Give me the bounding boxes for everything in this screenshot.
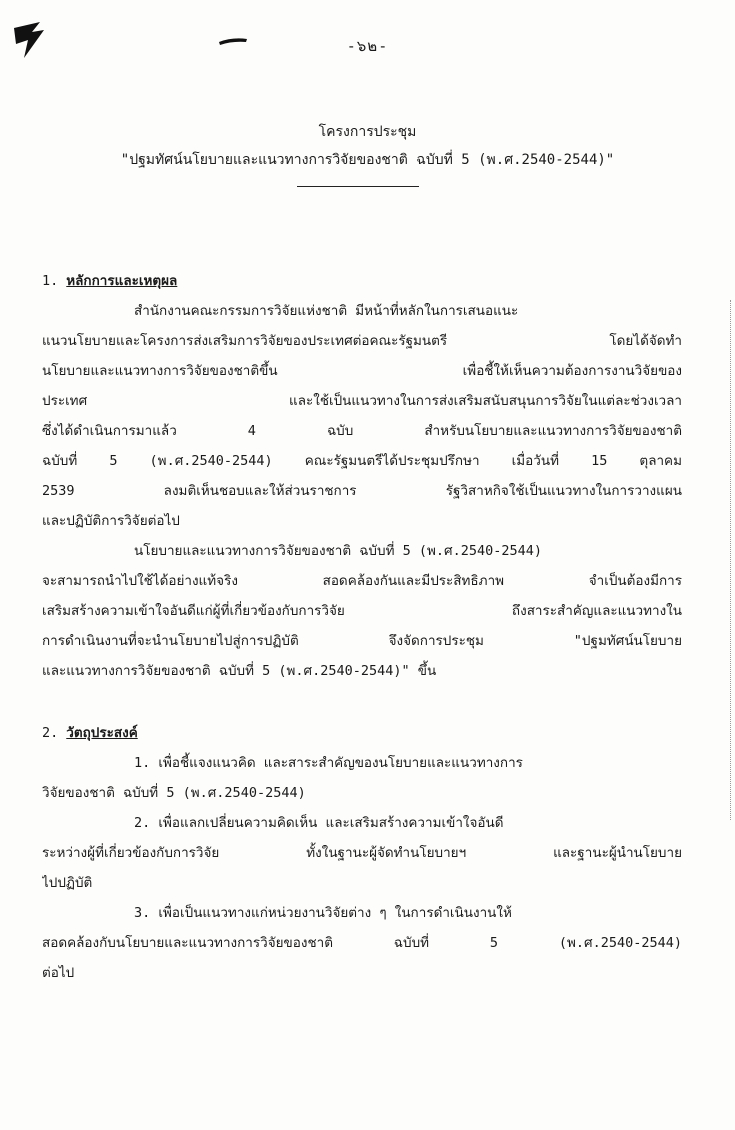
text-line: และปฏิบัติการวิจัยต่อไป (42, 513, 180, 529)
text-line: การดำเนินงานที่จะนำนโยบายไปสู่การปฏิบัติ จึงจัดการประชุม "ปฐมทัศน์นโยบาย (42, 633, 682, 649)
section-heading (42, 266, 682, 296)
section-heading (42, 718, 682, 748)
text-line: ซึ่งได้ดำเนินการมาแล้ว 4 ฉบับ สำหรับนโยบายและแนวทางการวิจัยของชาติ (42, 423, 682, 439)
section-title: หลักการและเหตุผล (66, 273, 178, 289)
text-line: ฉบับที่ 5 (พ.ศ.2540-2544) คณะรัฐมนตรีได้ประชุมปรึกษา เมื่อวันที่ 15 ตุลาคม (42, 453, 682, 469)
text-line: ระหว่างผู้ที่เกี่ยวข้องกับการวิจัย ทั้งในฐานะผู้จัดทำนโยบายฯ และฐานะผู้นำนโยบาย (42, 845, 682, 861)
text-line: 1. เพื่อชี้แจงแนวคิด และสาระสำคัญของนโยบายและแนวทางการ (134, 755, 523, 771)
text-line: 2539 ลงมติเห็นชอบและให้ส่วนราชการ รัฐวิสาหกิจใช้เป็นแนวทางในการวางแผน (42, 483, 682, 499)
objective-1 (42, 748, 682, 808)
text-line: และแนวทางการวิจัยของชาติ ฉบับที่ 5 (พ.ศ.2540-2544)" ขึ้น (42, 663, 437, 679)
text-line: 2. เพื่อแลกเปลี่ยนความคิดเห็น และเสริมสร้างความเข้าใจอันดี (134, 815, 504, 831)
text-line: แนวนโยบายและโครงการส่งเสริมการวิจัยของประเทศต่อคณะรัฐมนตรี โดยได้จัดทำ (42, 333, 682, 349)
text-line: เสริมสร้างความเข้าใจอันดีแก่ผู้ที่เกี่ยวข้องกับการวิจัย ถึงสาระสำคัญและแนวทางใน (42, 603, 682, 619)
title-line-1: โครงการประชุม (318, 124, 417, 140)
text-line: 3. เพื่อเป็นแนวทางแก่หน่วยงานวิจัยต่าง ๆ ในการดำเนินงานให้ (134, 905, 512, 921)
text-line: ต่อไป (42, 965, 75, 981)
text-line: นโยบายและแนวทางการวิจัยของชาติ ฉบับที่ 5 (พ.ศ.2540-2544) (134, 543, 542, 559)
text-line: ไปปฏิบัติ (42, 875, 93, 891)
text-line: วิจัยของชาติ ฉบับที่ 5 (พ.ศ.2540-2544) (42, 785, 306, 801)
section-number: 1. (42, 273, 59, 289)
text-line: สำนักงานคณะกรรมการวิจัยแห่งชาติ มีหน้าที่หลักในการเสนอแนะ (134, 303, 519, 319)
scan-edge-artifact (730, 300, 733, 820)
document-title (0, 118, 735, 174)
paragraph-1 (42, 296, 682, 536)
objective-3 (42, 898, 682, 988)
text-line: ประเทศ และใช้เป็นแนวทางในการส่งเสริมสนับสนุนการวิจัยในแต่ละช่วงเวลา (42, 393, 682, 409)
page-number: -๖๒- (346, 37, 389, 55)
title-underline (297, 186, 419, 187)
paragraph-2 (42, 536, 682, 686)
text-line: จะสามารถนำไปใช้ได้อย่างแท้จริง สอดคล้องกันและมีประสิทธิภาพ จำเป็นต้องมีการ (42, 573, 682, 589)
text-line: นโยบายและแนวทางการวิจัยของชาติขึ้น เพื่อชี้ให้เห็นความต้องการงานวิจัยของ (42, 363, 682, 379)
section-objectives (42, 718, 682, 988)
title-line-2: "ปฐมทัศน์นโยบายและแนวทางการวิจัยของชาติ ฉบับที่ 5 (พ.ศ.2540-2544)" (120, 152, 615, 168)
text-line: สอดคล้องกับนโยบายและแนวทางการวิจัยของชาติ ฉบับที่ 5 (พ.ศ.2540-2544) (42, 935, 682, 951)
objective-2 (42, 808, 682, 898)
section-title: วัตถุประสงค์ (66, 725, 138, 741)
section-number: 2. (42, 725, 59, 741)
section-rationale (42, 266, 682, 686)
